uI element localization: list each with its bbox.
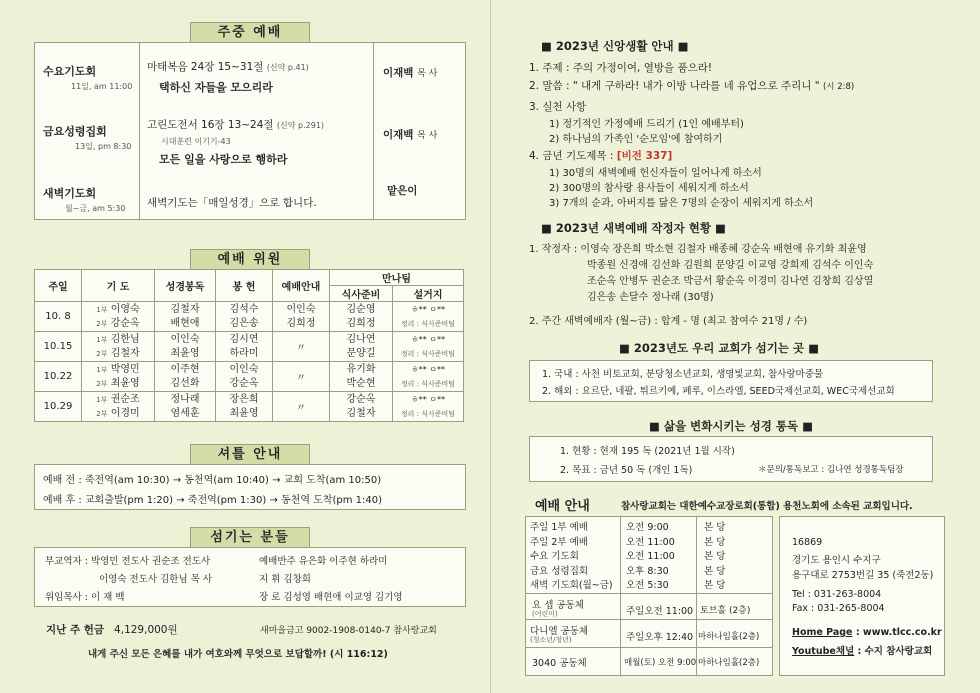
bible-status: 1. 현황 : 현재 195 독 (2021년 1월 시작): [560, 446, 735, 457]
serve-title: ■ 2023년도 우리 교회가 섬기는 곳 ■: [619, 341, 819, 355]
col-week: 주일: [35, 270, 82, 302]
joseph-time: 주일오전 11:00: [626, 606, 694, 617]
daniel-name: 다니엘 공동체: [530, 626, 589, 637]
dawn-weekly: 2. 주간 새벽예배자 (월~금) : 합계 - 명 (최고 참여수 21명 / 수): [529, 316, 808, 327]
col-team: 만나팀: [330, 270, 464, 286]
col-meal: 식사준비: [330, 286, 393, 302]
fri-service-name: 금요성령집회: [43, 125, 107, 138]
offering-account: 새마을금고 9002-1908-0140-7 참사랑교회: [260, 626, 437, 636]
right-page: [490, 0, 980, 693]
dawn-preacher: 맡은이: [387, 185, 418, 197]
wed-service-time: 11일, am 11:00: [71, 82, 133, 91]
joseph-sub: (어린이): [532, 610, 558, 618]
shuttle-after: 예배 후 : 교회출발(pm 1:20) → 죽전역(pm 1:30) → 동천역 도착(pm 1:40): [43, 495, 383, 506]
fri-sermon: 모든 일을 사랑으로 행하라: [159, 153, 288, 166]
faith-prayer-3: 3) 7개의 순과, 아버지를 닮은 7명의 순장이 세워지게 하소서: [549, 198, 814, 209]
servants-title: 섬기는 분들: [190, 527, 310, 549]
wed-scripture: 마태복음 24장 15~31절 (신약 p.41): [147, 61, 309, 73]
row-date: 10. 8: [35, 302, 82, 332]
fri-preacher: 이재백 목 사: [383, 129, 438, 141]
serve-domestic: 1. 국내 : 사천 비토교회, 분당청소년교회, 생명빛교회, 참사랑마중물: [542, 369, 824, 380]
col-offering: 봉 헌: [216, 270, 273, 302]
tel: Tel : 031-263-8004: [792, 589, 882, 600]
youtube[interactable]: Youtube채널 : 수지 참사랑교회: [792, 646, 933, 657]
duty-table: [34, 269, 464, 422]
info-desc: 참사랑교회는 대한예수교장로회(통합) 용천노회에 소속된 교회입니다.: [621, 501, 913, 512]
shuttle-before: 예배 전 : 죽전역(am 10:30) → 동천역(am 10:40) → 교회 도착(am 10:50): [43, 475, 382, 486]
servants-music: 예배반주 유은화 이주현 하라미: [259, 556, 388, 567]
serve-box: [529, 360, 933, 402]
faith-practice: 3. 실천 사항: [529, 101, 587, 113]
servants-assoc: 부교역자 : 박영민 전도사 권순조 전도사: [45, 556, 211, 567]
schedule-places: 본 당 본 당 본 당 본 당 본 당: [704, 522, 726, 591]
address-box: [779, 516, 945, 676]
worship-title: 주중 예배: [190, 22, 310, 44]
address-2: 용구대로 2753번길 35 (죽전2동): [792, 570, 934, 581]
faith-prayer-2: 2) 300명의 참사랑 용사들이 세워지게 하소서: [549, 183, 749, 194]
zip: 16869: [792, 537, 823, 548]
dawn-list-4: 김은송 손달수 정나래 (30명): [587, 292, 714, 303]
offering-line: 지난 주 헌금 4,129,000원: [46, 624, 178, 636]
faith-prayer: 4. 금년 기도제목 : [비전 337]: [529, 150, 673, 162]
g3040-name: 3040 공동체: [532, 658, 587, 669]
row-date: 10.29: [35, 392, 82, 422]
shuttle-title: 셔틀 안내: [190, 444, 310, 466]
dawn-list-3: 조순옥 안병두 권순조 박금서 황순옥 이경미 김나연 김창희 김상열: [587, 276, 874, 287]
row-date: 10.22: [35, 362, 82, 392]
fri-series: 시대훈련 이기기-43: [161, 137, 231, 146]
schedule-names: 주일 1부 예배 주일 2부 예배 수요 기도회 금요 성령집회 새벽 기도회(월~금): [530, 522, 613, 591]
daniel-time: 주일오후 12:40: [626, 632, 694, 643]
servants-senior: 위임목사 : 이 재 백: [45, 592, 125, 603]
bible-title: ■ 삶을 변화시키는 성경 통독 ■: [649, 419, 813, 433]
info-title: 예배 안내: [535, 499, 590, 514]
table-row: 10. 8 1부 이영숙 2부 강순옥 김철자 배현애 김석수 김은송 이인숙 김희정 김순영 김희정 ㅎ** ㅇ** 정리 : 식사준비팀: [35, 302, 464, 332]
wed-preacher: 이재백 목 사: [383, 67, 438, 79]
bible-goal: 2. 목표 : 금년 50 독 (개인 1독): [560, 465, 693, 476]
table-row: 10.29 1부 권순조 2부 이경미 정나래 염세훈 장은희 최윤영 〃 강순옥 김철자 ㅎ** ㅇ** 정리 : 식사준비팀: [35, 392, 464, 422]
faith-practice-1: 1) 정기적인 가정예배 드리기 (1인 예배부터): [549, 119, 744, 130]
fri-service-time: 13일, pm 8:30: [75, 142, 132, 151]
col-guide: 예배안내: [273, 270, 330, 302]
daniel-sub: (청소년/청년): [530, 636, 572, 644]
duty-title: 예배 위원: [190, 249, 310, 271]
shuttle-box: [34, 464, 466, 510]
col-prayer: 기 도: [82, 270, 155, 302]
bible-contact: ＊문의/통독보고 : 김나연 성경통독팀장: [758, 465, 904, 475]
fri-scripture: 고린도전서 16장 13~24절 (신약 p.291): [147, 119, 325, 131]
servants-elders: 장 로 김성영 배현애 이교영 김기영: [259, 592, 403, 603]
verse: 내게 주신 모든 은혜를 내가 여호와께 무엇으로 보답할까! (시 116:12): [88, 649, 388, 660]
dawn-title: ■ 2023년 새벽예배 작정자 현황 ■: [541, 221, 726, 235]
dawn-service-name: 새벽기도회: [43, 187, 97, 200]
g3040-place: 마하나임홀(2층): [698, 658, 760, 668]
address-1: 경기도 용인시 수지구: [792, 555, 881, 566]
col-cleanup: 설거지: [393, 286, 464, 302]
fax: Fax : 031-265-8004: [792, 603, 885, 614]
dawn-service-time: 월~금, am 5:30: [65, 204, 126, 213]
bible-box: [529, 436, 933, 482]
servants-box: [34, 547, 466, 607]
dawn-note: 새벽기도는「매일성경」으로 합니다.: [147, 197, 317, 209]
wed-service-name: 수요기도회: [43, 65, 97, 78]
servants-assoc2: 이영숙 전도사 김한님 목 사: [99, 574, 213, 585]
serve-abroad: 2. 해외 : 요르단, 네팔, 튀르키예, 페루, 이스라엘, SEED국제선교회, WEC국제선교회: [542, 386, 895, 397]
col-reading: 성경봉독: [155, 270, 216, 302]
joseph-place: 토브홀 (2층): [700, 606, 751, 616]
daniel-place: 마하나임홀(2층): [698, 632, 760, 642]
schedule-times: 오전 9:00 오전 11:00 오전 11:00 오후 8:30 오전 5:30: [626, 522, 675, 591]
servants-conductor: 지 휘 김창희: [259, 574, 311, 585]
table-row: 10.22 1부 박영민 2부 최윤영 이주현 김선화 이인숙 강순옥 〃 유기화 박순현 ㅎ** ㅇ** 정리 : 식사준비팀: [35, 362, 464, 392]
faith-practice-2: 2) 하나님의 가족인 '순모임'에 참여하기: [549, 134, 723, 145]
schedule-box: [525, 516, 773, 676]
row-date: 10.15: [35, 332, 82, 362]
wed-sermon: 택하신 자들을 모으리라: [159, 81, 273, 94]
worship-box: [34, 42, 466, 220]
faith-title: ■ 2023년 신앙생활 안내 ■: [541, 39, 689, 53]
dawn-list-1: 1. 작정자 : 이영숙 장은희 박소현 김철자 배종혜 강순옥 배현애 유기화 최윤영: [529, 244, 867, 255]
faith-theme: 1. 주제 : 주의 가정이여, 열방을 품으라!: [529, 62, 713, 74]
table-row: 10.15 1부 김한님 2부 김철자 이인숙 최윤영 김시연 하라미 〃 김나연 문양길 ㅎ** ㅇ** 정리 : 식사준비팀: [35, 332, 464, 362]
joseph-name: 요 셉 공동체: [532, 600, 584, 611]
faith-word: 2. 말씀 : " 내게 구하라! 내가 이방 나라를 네 유업으로 주리니 " (시 2:8): [529, 80, 855, 92]
g3040-time: 매월(토) 오전 9:00: [624, 658, 697, 668]
dawn-list-2: 박종원 신경애 김선화 김원희 문양길 이교영 강희제 김석수 이인숙: [587, 260, 874, 271]
faith-prayer-1: 1) 30명의 새벽예배 헌신자들이 일어나게 하소서: [549, 168, 762, 179]
homepage[interactable]: Home Page : www.tlcc.co.kr: [792, 627, 942, 638]
